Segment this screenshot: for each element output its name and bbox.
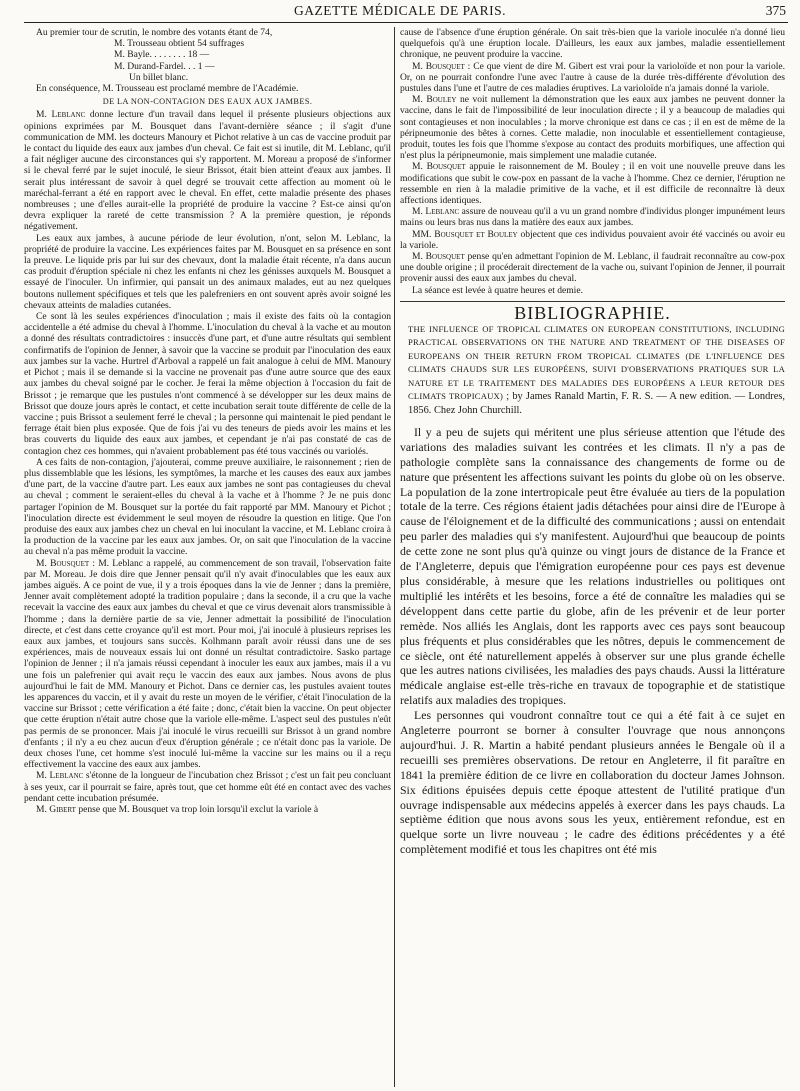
column-divider <box>394 27 395 1087</box>
paragraph: M. Bousquet appuie le raisonnement de M. Bouley ; il en voit une nouvelle preuve dans les modifications que subit le cow-pox en passant de la vache à l'homme. Chez ce dernier, l'éruption ne ressemble en rien à la maladie primitive de la vache, et il est difficile de reconnaître là deux affections identiques. <box>400 161 785 207</box>
paragraph: M. Leblanc donne lecture d'un travail dans lequel il présente plusieurs objections aux opinions exprimées par M. Bousquet dans l'avant-dernière séance ; il s'agit d'une communication de MM. les docteurs Manoury et Pichot relative à un cas de vaccine produit par le contact du liquide des eaux aux jambes d'un cheval. Ce fait est si inutile, dit M. Leblanc, qu'il a fait négliger aucune des circonstances qui s'y rapportent. M. Moreau a proposé de s'informer si le cheval ferré par le sujet inoculé, le sieur Brissot, était bien atteint d'eaux aux jambes. Il serait plus intéressant de savoir à quel degré se trouvait cette affection au moment où le maréchal-ferrant a été en rapport avec le cheval. En effet, cette maladie présente des phases nombreuses ; une d'elles aurait-elle la propriété de produire la vaccine ? Est-ce ainsi qu'on devra expliquer la rareté de cette transmission ? A la première question, je réponds négativement. <box>24 109 391 233</box>
speaker: M. Gibert <box>36 804 76 816</box>
vote-result: En conséquence, M. Trousseau est proclamé membre de l'Académie. <box>36 83 299 95</box>
paragraph: Les eaux aux jambes, à aucune période de leur évolution, n'ont, selon M. Leblanc, la propriété de produire la vaccine. Les expériences faites par M. Bousquet en sa présence en sont la preuve. Le liquide pris par lui sur des chevaux, dont la maladie était récente, n'a dans aucun cas produit d'éruption spéciale ni chez les enfants ni chez les génisses auxquels M. Bousquet a essayé de l'inoculer. Un infirmier, qui pansait un des animaux malades, eut au nez quelques boutons nullement spécifiques et tels que les palefreniers en ont souvent après avoir soigné les chevaux atteints de maladies cutanées. <box>24 232 391 311</box>
vote-line: M. Bayle. . . . . . . . 18 — <box>114 49 210 61</box>
speaker: M. Bousquet <box>412 161 466 173</box>
paragraph: Ce sont là les seules expériences d'inoculation ; mais il existe des faits où la contagion accidentelle a été admise du cheval à l'homme. L'inoculation du cheval à la vache et au mouton a donné des résultats contradictoires : insuccès d'une part, et d'une autre résultats qui semblent confirmatifs de l'opinion de Jenner, à savoir que la vaccine se produit par l'inoculation des eaux aux jambes sur la vache. Hurtrel d'Arboval a rappelé un fait analogue à celui de MM. Manoury et Pichot ; mais il se demande si la vaccine ne provenait pas d'une autre source que des eaux aux jambes du cheval soigné par le cocher. Je ferai la même objection à l'occasion du fait de Brissot ; je remarque que les pustules n'ont commencé à se développer sur les deux mains de Brissot que douze jours après le contact, et cette incubation serait toute différente de celle de la vaccine ; puis Brissot a seulement ferré le cheval ; la personne qui maintenait le pied pendant le ferrage était bien plus exposée. Que de fois j'ai vu des teneurs de pieds avoir les mains et les bras couverts du liquide des eaux aux jambes, et cependant je n'ai pas constaté de cas de contagion chez ces hommes, qui n'avaient probablement pas été tous vaccinés ou variolés. <box>24 311 391 457</box>
paragraph: M. Leblanc s'étonne de la longueur de l'incubation chez Brissot ; c'est un fait peu concluant à ses yeux, car il pourrait se faire, après tout, que cet homme eût été en contact avec des vaches pendant cette incubation présumée. <box>24 770 391 804</box>
paragraph: M. Bousquet pense qu'en admettant l'opinion de M. Leblanc, il faudrait reconnaître au cow-pox une double origine ; il procéderait directement de la vache ou, suivant l'opinion de Jenner, il pourrait provenir aussi des eaux aux jambes du cheval. <box>400 251 785 285</box>
speaker: MM. Bousquet et Bouley <box>412 228 518 240</box>
speaker: M. Bousquet <box>412 251 465 263</box>
paragraph: MM. Bousquet et Bouley objectent que ces individus pouvaient avoir été vaccinés ou avoir eu la variole. <box>400 228 785 251</box>
section-title: DE LA NON-CONTAGION DES EAUX AUX JAMBES. <box>102 97 313 107</box>
paragraph: M. Leblanc assure de nouveau qu'il a vu un grand nombre d'individus plonger impunément leurs mains ou leurs bras nus dans la matière des eaux aux jambes. <box>400 206 785 229</box>
vote-line: M. Trousseau obtient 54 suffrages <box>114 38 245 50</box>
review-paragraph: Il y a peu de sujets qui méritent une plus sérieuse attention que l'étude des variations des maladies suivant les contrées et les climats. Il n'y a pas de pathologie complète sans la connaissance des changements de forme ou de nature que présentent les affections suivant les points du globe où on les observe. La population de la zone intertropicale peut être évaluée au tiers de la population totale de la terre. Ces régions étaient jadis détachées pour ainsi dire de l'Europe à cause de l'éloignement et de la difficulté des communications ; aussi on entendait peu parler des maladies qui s'y manifestent. Aujourd'hui que beaucoup de points de cette zone ne sont plus qu'à quinze ou vingt jours de distance de la France et de l'Angleterre, depuis que l'émigration européenne pour ces pays est devenue plus considérable, à mesure que les relations industrielles ou politiques ont multiplié les intérêts et les besoins, force a été de connaître les maladies qui se développent dans cette partie du globe, afin de les prévenir et de leur porter remède. Nos alliés les Anglais, dont les rapports avec ces pays sont beaucoup plus fréquents et plus considérables que les nôtres, depuis le commencement de ce siècle, ont été naturellement appelés à observer sur une plus grande échelle que les autres nations civilisées, les maladies des pays chauds. Aussi la littérature médicale anglaise est-elle très-riche en travaux de topographie et de statistique relatifs aux maladies des tropiques. <box>400 424 785 708</box>
review-paragraph: Les personnes qui voudront connaître tout ce qui a été fait à ce sujet en Angleterre pourront se borner à consulter l'ouvrage que nous annonçons aujourd'hui. J. R. Martin a habité pendant plusieurs années le Bengale où il a recueilli ses premières observations. De retour en Angleterre, il fit paraître en 1841 la première édition de ce livre en collaboration du docteur James Johnson. Six éditions épuisées depuis cette époque attestent de l'utilité pratique d'un ouvrage indispensable aux médecins appelés à exercer dans les pays chauds. La septième édition que nous avons sous les yeux, entièrement refondue, est en quelque sorte un livre nouveau ; le cadre des éditions précédentes y a été complètement modifié et tous les chapitres ont été mis <box>400 708 785 857</box>
book-details: ; by James Ranald Martin, F. R. S. — A new edition. — Londres, 1856. Chez John Churchill. <box>408 391 785 416</box>
book-reference <box>400 323 785 417</box>
paragraph: A ces faits de non-contagion, j'ajouterai, comme preuve auxiliaire, le raisonnement ; rien de plus dissemblable que les lésions, les symptômes, la marche et les causes des eaux aux jambes d'une part, de la vaccine d'autre part. Les eaux aux jambes ne sont pas contagieuses du cheval au cheval ; comment le seraient-elles du cheval à la vache et à l'homme ? Je ne puis donc partager l'opinion de M. Bousquet sur la portée du fait rapporté par MM. Manoury et Pichot ; l'inoculation directe est évidemment le seul moyen de résoudre la question en litige. Que l'on produise des eaux aux jambes chez un cheval en lui inoculant la vaccine, et M. Leblanc croira à la production de la vaccine par les eaux aux jambes. Or, on sait que l'inoculation de la vaccine au cheval n'a pas même produit la vaccine. <box>24 456 391 558</box>
book-title: THE INFLUENCE OF TROPICAL CLIMATES ON EUROPEAN CONSTITUTIONS, INCLUDING PRACTICAL OBSERVATIONS ON THE NATURE AND TREATMENT OF THE DISEASES OF EUROPEANS ON THEIR RETURN FROM TROPICAL CLIMATES (DE L'INFLUENCE DES CLIMATS CHAUDS SUR LES EUROPÉENS, SUIVI D'OBSERVATIONS PRATIQUES SUR LA NATURE ET LE TRAITEMENT DES MALADIES DES EUROPÉENS A LEUR RETOUR DES CLIMATS TROPICAUX) <box>408 324 785 402</box>
section-rule <box>400 301 785 302</box>
paragraph: M. Bousquet : M. Leblanc a rappelé, au commencement de son travail, l'observation faite par M. Moreau. Je dois dire que Jenner pensait qu'il n'y avait d'inoculables que les eaux aux jambes aiguës. A ce point de vue, il y a trois époques dans la vie de Jenner ; dans la première, Jenner avait complètement adopté la tradition populaire ; dans la seconde, il a cru que la vache recevait la vaccine des eaux aux jambes du cheval et que ce virus devenait alors transmissible à l'homme ; dans la dernière partie de sa vie, Jenner admettait la possibilité de l'inoculation directe, et c'est dans cette croyance qu'il est mort. Pour moi, j'ai inoculé à plusieurs reprises les eaux aux jambes, et toujours sans succès. Kolhmann paraît avoir réussi dans une de ses expériences, mais de nouveaux essais lui ont donné un résultat contradictoire. Sasko partage l'opinion de Jenner ; il n'a jamais réussi cependant à inoculer les eaux aux jambes, mais il a vu une fois un palefrenier qui avait reçu le vaccin des eaux aux jambes. Nous avons de plus aujourd'hui le fait de MM. Manoury et Pichot. Dans ce dernier cas, les pustules avaient toutes les apparences du vaccin, et il y avait du reste un moyen de le vérifier, c'était l'inoculation de la vaccine sur Brissot ; cette vérification a été faite ; donc, c'était bien la vaccine. On peut objecter que cette éruption n'était autre chose que la variole elle-même. L'aspect seul des pustules n'eût pas permis de se prononcer. Mais j'ai inoculé le virus recueilli sur Brissot à un grand nombre d'enfants ; il n'y a eu chez aucun d'eux d'éruption générale ; ce n'était donc pas la variole. De deux choses l'une, cet homme s'est inoculé lui-même la vaccine sur les mains ou il a reçu effectivement la vaccine des eaux aux jambes. <box>24 557 391 771</box>
speaker: M. Bousquet <box>36 557 90 569</box>
right-column <box>400 27 785 1089</box>
journal-title: GAZETTE MÉDICALE DE PARIS. <box>294 3 506 18</box>
vote-line: M. Durand-Fardel. . . 1 — <box>114 60 215 72</box>
left-column <box>24 27 391 1089</box>
speaker: M. Leblanc <box>36 770 84 782</box>
header-rule <box>24 22 788 23</box>
vote-intro: Au premier tour de scrutin, le nombre des votants étant de 74, <box>36 27 273 38</box>
bibliography-heading: BIBLIOGRAPHIE. <box>514 302 671 323</box>
speaker: M. Leblanc <box>36 109 86 121</box>
speaker: M. Bousquet <box>412 60 465 72</box>
paragraph: M. Bouley ne voit nullement la démonstration que les eaux aux jambes ne peuvent donner la vaccine, dans le fait de l'impossibilité de leur inoculation directe ; il y a beaucoup de maladies qui sont contagieuses et non inoculables ; la morve chronique est dans ce cas ; il en est de même de la péripneumonie des bêtes à cornes. Cette maladie, non inoculable et essentiellement contagieuse, produit, toutes les fois que l'homme s'expose au contact des produits morbifiques, une affection qui n'est plus la péripneumonie, mais simplement une maladie cutanée. <box>400 94 785 162</box>
vote-line: Un billet blanc. <box>129 71 189 83</box>
paragraph: cause de l'absence d'une éruption générale. On sait très-bien que la variole inoculée n'a donné lieu quelquefois qu'à une éruption locale. D'ailleurs, les eaux aux jambes, maladie essentiellement chronique, ne peuvent produire la vaccine. <box>400 27 785 61</box>
page-number: 375 <box>765 3 786 18</box>
closing-line: La séance est levée à quatre heures et demie. <box>412 284 583 296</box>
paragraph: M. Bousquet : Ce que vient de dire M. Gibert est vrai pour la varioloïde et non pour la variole. Or, on ne pourrait confondre l'une avec l'autre à cause de la durée très-différente d'évolution des pustules dans l'une et l'autre de ces maladies éruptives. La varioloïde n'a jamais donné la variole. <box>400 60 785 95</box>
speaker: M. Leblanc <box>412 206 460 218</box>
paragraph: M. Gibert pense que M. Bousquet va trop loin lorsqu'il exclut la variole à <box>36 804 319 816</box>
speaker: M. Bouley <box>412 94 457 106</box>
